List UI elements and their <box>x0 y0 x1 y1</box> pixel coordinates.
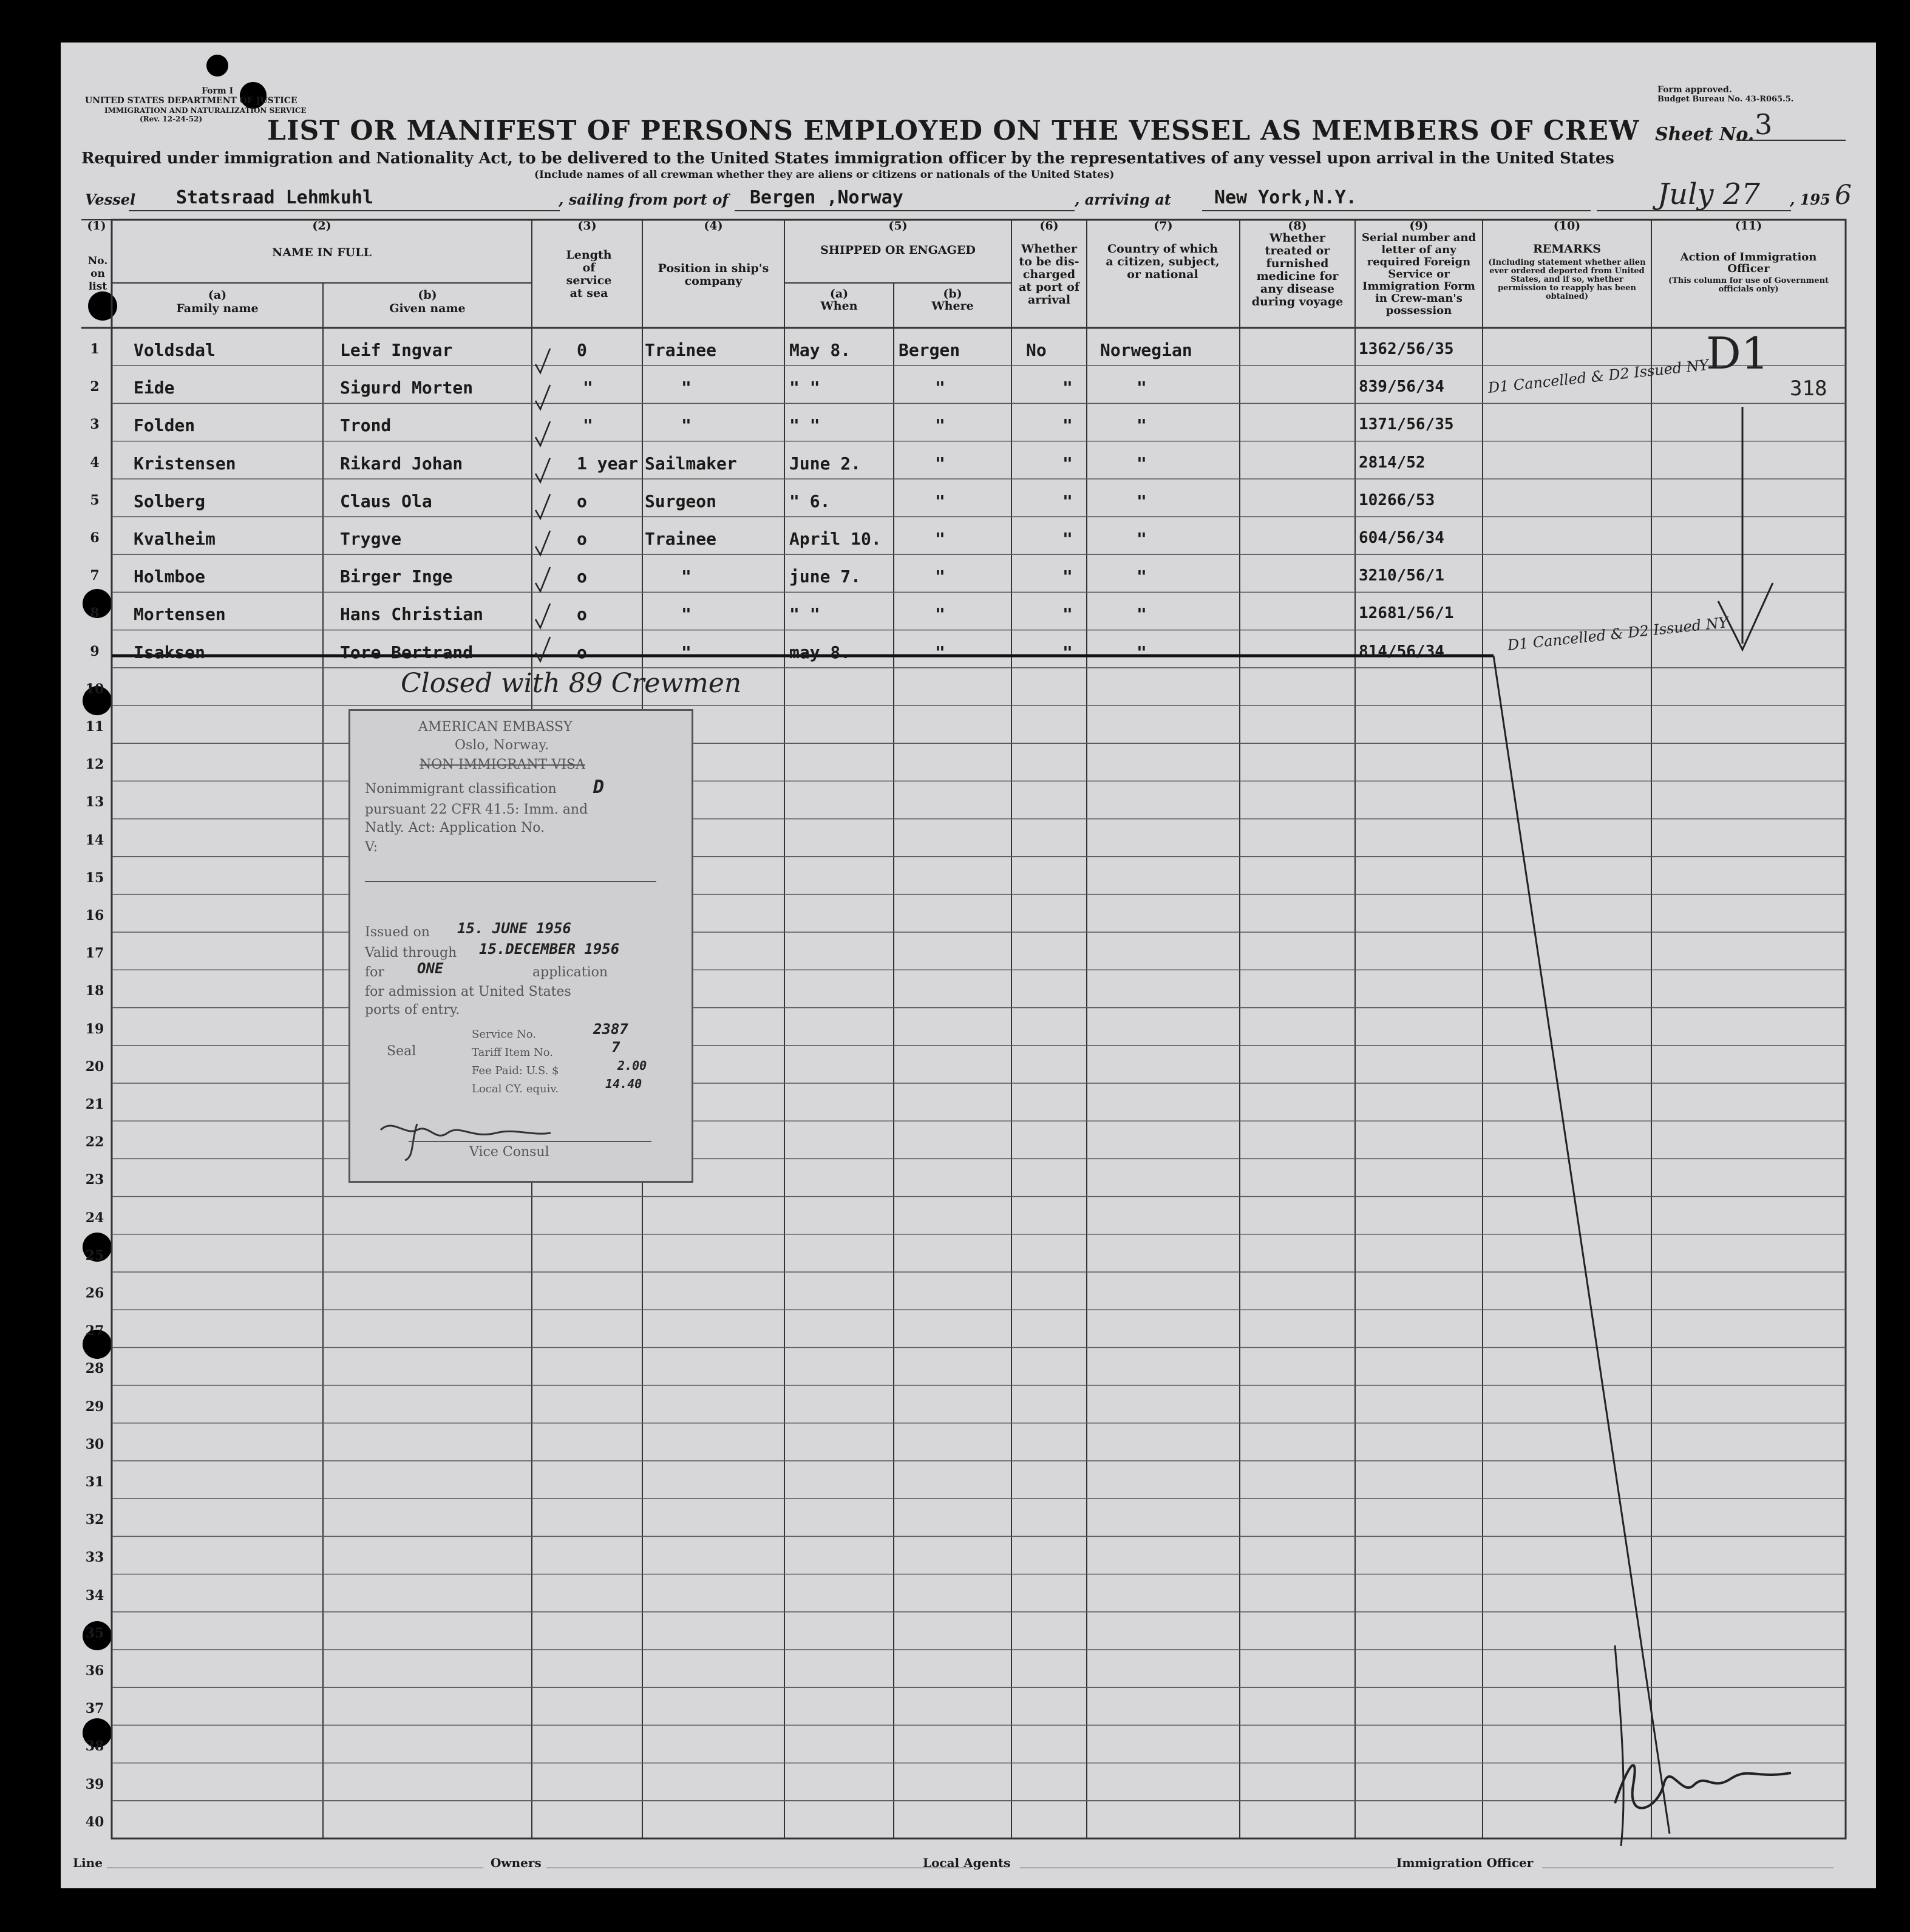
crew-discharge-cell: " <box>1062 491 1073 511</box>
col5a-num: (a) <box>829 287 849 301</box>
col1-label: No. on list <box>87 255 108 293</box>
col3-label: Length of service at sea <box>566 248 612 300</box>
crew-where-cell: " <box>935 642 945 662</box>
row-number: 10 <box>85 681 104 697</box>
arriving-label: , arriving at <box>1075 191 1171 208</box>
col8-label: Whether treated or furnished medicine for any disease during voyage <box>1251 231 1344 308</box>
row-number: 30 <box>85 1436 104 1452</box>
crew-discharge-cell: " <box>1062 604 1073 625</box>
row-number: 32 <box>85 1512 104 1528</box>
crew-family-cell: Voldsdal <box>134 340 216 360</box>
service: IMMIGRATION AND NATURALIZATION SERVICE <box>104 106 307 115</box>
col10-note: (Including statement whether alien ever ordered deported from United States, and if so, whether permission to reapply has been obtained) <box>1488 258 1646 301</box>
crew-serial-cell: 3210/56/1 <box>1359 566 1444 585</box>
crew-discharge-cell: " <box>1062 415 1073 436</box>
department: UNITED STATES DEPARTMENT OF JUSTICE <box>85 96 297 106</box>
crew-where-cell: " <box>935 415 945 436</box>
stamp-fee-value: 2.00 <box>617 1058 647 1073</box>
col4-num: (4) <box>704 219 723 233</box>
row-number: 35 <box>85 1625 104 1641</box>
col6-label: Whether to be dis-charged at port of arrival <box>1019 242 1079 307</box>
row-number: 12 <box>85 757 104 773</box>
stamp-issued-label: Issued on <box>365 925 430 940</box>
crew-serial-cell: 814/56/34 <box>1359 642 1444 661</box>
crew-discharge-cell: No <box>1026 340 1047 360</box>
row-number: 16 <box>85 908 104 923</box>
crew-when-cell: " " <box>789 378 820 398</box>
crew-length-cell: 0 <box>577 340 587 360</box>
stamp-city: Oslo, Norway. <box>455 738 549 753</box>
crew-family-cell: Holmboe <box>134 566 206 587</box>
stamp-local-value: 14.40 <box>605 1077 642 1091</box>
footer-line: Line <box>73 1855 103 1870</box>
col9-label: Serial number and letter of any required Foreign Service or Immigration Form in Crew-man's possession <box>1362 231 1476 317</box>
stamp-for-label: for <box>365 965 384 980</box>
crew-country-cell: " <box>1137 566 1147 587</box>
col2b-num: (b) <box>418 288 437 302</box>
row-number: 27 <box>85 1323 104 1339</box>
row-number: 11 <box>85 719 104 735</box>
row-number: 37 <box>85 1701 104 1717</box>
crew-position-cell: " <box>681 604 692 625</box>
col10-num: (10) <box>1553 219 1581 233</box>
vessel-name: Statsraad Lehmkuhl <box>176 187 374 208</box>
col9-num: (9) <box>1409 219 1429 233</box>
stamp-classification-value: D <box>593 777 605 798</box>
crew-position-cell: " <box>681 642 692 662</box>
subtitle: Required under immigration and Nationality Act, to be delivered to the United States immigration officer by the representatives of any vessel upon arrival in the United States <box>81 149 1614 168</box>
stamp-consul: Vice Consul <box>469 1145 549 1160</box>
crew-where-cell: " <box>935 378 945 398</box>
col11-note: (This column for use of Government officials only) <box>1668 276 1829 294</box>
crew-position-cell: Sailmaker <box>645 453 737 474</box>
stamp-application: Natly. Act: Application No. <box>365 820 545 835</box>
crew-length-cell: 1 year <box>577 453 639 474</box>
stamp-seal: Seal <box>387 1044 416 1059</box>
crew-when-cell: may 8. <box>789 642 851 662</box>
crew-where-cell: " <box>935 491 945 511</box>
col2a-label: Family name <box>176 302 259 315</box>
col7-label: Country of which a citizen, subject, or national <box>1106 242 1220 281</box>
form-number: Form I <box>202 86 234 96</box>
row-number: 14 <box>85 832 104 848</box>
col1-num: (1) <box>87 219 106 233</box>
col2-label: NAME IN FULL <box>272 246 372 259</box>
crew-discharge-cell: " <box>1062 453 1073 474</box>
stamp-issued-value: 15. JUNE 1956 <box>457 920 571 937</box>
crew-where-cell: " <box>935 453 945 474</box>
row-number: 1 <box>90 341 100 357</box>
crew-country-cell: " <box>1137 415 1147 436</box>
col7-num: (7) <box>1154 219 1173 233</box>
arrival-date: July 27 <box>1657 177 1760 211</box>
form-approved: Form approved. <box>1657 85 1732 95</box>
crew-serial-cell: 12681/56/1 <box>1359 604 1454 623</box>
row-number: 34 <box>85 1587 104 1604</box>
stamp-service-value: 2387 <box>593 1021 628 1038</box>
crew-given-cell: Leif Ingvar <box>340 340 453 360</box>
row-number: 39 <box>85 1776 104 1792</box>
stamp-embassy: AMERICAN EMBASSY <box>418 719 573 735</box>
row-number: 13 <box>85 794 104 811</box>
col2a-num: (a) <box>208 288 227 302</box>
crew-when-cell: june 7. <box>789 566 862 587</box>
crew-country-cell: " <box>1137 378 1147 398</box>
row-number: 6 <box>90 530 100 546</box>
sheet-label: Sheet No. <box>1655 124 1755 145</box>
row-number: 15 <box>85 869 104 886</box>
crew-country-cell: " <box>1137 604 1147 625</box>
crew-given-cell: Birger Inge <box>340 566 453 587</box>
row-number: 9 <box>90 643 100 659</box>
row-number: 28 <box>85 1361 104 1377</box>
crew-country-cell: " <box>1137 453 1147 474</box>
crew-where-cell: " <box>935 529 945 549</box>
crew-position-cell: " <box>681 378 692 398</box>
crew-where-cell: " <box>935 566 945 587</box>
crew-position-cell: Trainee <box>645 340 717 360</box>
row-number: 20 <box>85 1058 104 1075</box>
crew-discharge-cell: " <box>1062 566 1073 587</box>
col11-label: Action of Immigration Officer <box>1680 251 1817 275</box>
col5-num: (5) <box>888 219 908 233</box>
crew-country-cell: " <box>1137 529 1147 549</box>
crew-country-cell: Norwegian <box>1100 340 1192 360</box>
crew-length-cell: o <box>577 491 587 511</box>
row-number: 40 <box>85 1814 104 1830</box>
arrival-port: New York,N.Y. <box>1214 187 1357 208</box>
crew-where-cell: Bergen <box>899 340 960 360</box>
row-number: 8 <box>90 605 100 622</box>
crew-given-cell: Rikard Johan <box>340 453 463 474</box>
crew-given-cell: Sigurd Morten <box>340 378 474 398</box>
crew-when-cell: " 6. <box>789 491 831 511</box>
row-number: 25 <box>85 1247 104 1264</box>
closed-note: Closed with 89 Crewmen <box>401 668 742 699</box>
sailing-label: , sailing from port of <box>559 191 729 208</box>
crew-length-cell: o <box>577 529 587 549</box>
crew-serial-cell: 1362/56/35 <box>1359 340 1454 358</box>
crew-position-cell: Surgeon <box>645 491 717 511</box>
row-number: 36 <box>85 1663 104 1679</box>
row-number: 24 <box>85 1209 104 1226</box>
crew-discharge-cell: " <box>1062 642 1073 662</box>
budget-bureau: Budget Bureau No. 43-R065.5. <box>1657 95 1794 104</box>
col5-label: SHIPPED OR ENGAGED <box>820 243 976 257</box>
row-number: 33 <box>85 1549 104 1566</box>
vessel-label: Vessel <box>85 191 136 208</box>
crew-discharge-cell: " <box>1062 529 1073 549</box>
crew-position-cell: Trainee <box>645 529 717 549</box>
row-number: 21 <box>85 1097 104 1112</box>
row-number: 29 <box>85 1398 104 1415</box>
col8-num: (8) <box>1288 219 1307 233</box>
row-number: 17 <box>85 945 104 962</box>
year-prefix: , 195 <box>1790 191 1830 208</box>
row-number: 5 <box>90 492 100 508</box>
col2b-label: Given name <box>389 302 466 315</box>
crew-given-cell: Trond <box>340 415 392 436</box>
row-number: 38 <box>85 1738 104 1755</box>
crew-length-cell: o <box>577 642 587 662</box>
stamp-application-word: application <box>532 965 608 980</box>
crew-given-cell: Tore Bertrand <box>340 642 474 662</box>
stamp-valid-label: Valid through <box>365 945 457 961</box>
col5a-label: When <box>820 299 858 313</box>
stamp-tariff-label: Tariff Item No. <box>472 1046 553 1059</box>
crew-length-cell: " <box>583 415 593 436</box>
include-note: (Include names of all crewman whether they are aliens or citizens or nationals of the United States) <box>534 169 1115 181</box>
crew-when-cell: April 10. <box>789 529 882 549</box>
revision: (Rev. 12-24-52) <box>140 115 203 123</box>
crew-given-cell: Hans Christian <box>340 604 484 625</box>
remark-row9: D1 Cancelled & D2 Issued NY <box>1506 613 1729 655</box>
crew-family-cell: Eide <box>134 378 175 398</box>
crew-discharge-cell: " <box>1062 378 1073 398</box>
year-digit: 6 <box>1835 180 1852 211</box>
row-number: 18 <box>85 983 104 999</box>
crew-country-cell: " <box>1137 642 1147 662</box>
crew-length-cell: " <box>583 378 593 398</box>
footer-immigration-officer: Immigration Officer <box>1396 1855 1534 1870</box>
col11-num: (11) <box>1735 219 1762 233</box>
crew-country-cell: " <box>1137 491 1147 511</box>
stamp-ports: ports of entry. <box>365 1002 460 1018</box>
footer-local-agents: Local Agents <box>923 1855 1011 1870</box>
stamp-local-label: Local CY. equiv. <box>472 1083 559 1095</box>
crew-when-cell: " " <box>789 415 820 436</box>
crew-family-cell: Solberg <box>134 491 206 511</box>
crew-serial-cell: 839/56/34 <box>1359 378 1444 396</box>
port-of-departure: Bergen ,Norway <box>750 187 903 208</box>
crew-serial-cell: 2814/52 <box>1359 453 1426 472</box>
crew-family-cell: Mortensen <box>134 604 226 625</box>
visa-stamp <box>348 709 693 1183</box>
stamp-for-value: ONE <box>417 960 444 977</box>
row-number: 7 <box>90 568 100 584</box>
crew-position-cell: " <box>681 566 692 587</box>
crew-when-cell: June 2. <box>789 453 862 474</box>
crew-where-cell: " <box>935 604 945 625</box>
crew-serial-cell: 604/56/34 <box>1359 529 1444 547</box>
action-d1: D1 <box>1706 328 1769 379</box>
crew-serial-cell: 10266/53 <box>1359 491 1435 509</box>
col5b-label: Where <box>931 299 974 313</box>
crew-given-cell: Trygve <box>340 529 402 549</box>
crew-family-cell: Kristensen <box>134 453 236 474</box>
col2-num: (2) <box>312 219 331 233</box>
row-number: 2 <box>90 379 100 395</box>
row-number: 22 <box>85 1134 104 1151</box>
col3-num: (3) <box>577 219 597 233</box>
sheet-number: 3 <box>1755 108 1773 141</box>
crew-position-cell: " <box>681 415 692 436</box>
crew-length-cell: o <box>577 604 587 625</box>
crew-serial-cell: 1371/56/35 <box>1359 415 1454 434</box>
crew-family-cell: Kvalheim <box>134 529 216 549</box>
row-number: 3 <box>90 417 100 433</box>
stamp-fee-label: Fee Paid: U.S. $ <box>472 1064 559 1077</box>
stamp-v: V: <box>365 840 378 855</box>
crew-given-cell: Claus Ola <box>340 491 432 511</box>
stamp-visa-type: NON-IMMIGRANT VISA <box>420 757 585 772</box>
stamp-admission: for admission at United States <box>365 984 571 999</box>
table-grid <box>61 43 1876 1888</box>
row-number: 23 <box>85 1172 104 1188</box>
col4-label: Position in ship's company <box>658 262 769 288</box>
crew-family-cell: Folden <box>134 415 195 436</box>
page-title: LIST OR MANIFEST OF PERSONS EMPLOYED ON THE VESSEL AS MEMBERS OF CREW <box>267 115 1640 146</box>
crew-family-cell: Isaksen <box>134 642 206 662</box>
col10-label: REMARKS <box>1532 242 1602 256</box>
crew-when-cell: May 8. <box>789 340 851 360</box>
stamp-classification: Nonimmigrant classification <box>365 781 557 797</box>
crew-when-cell: " " <box>789 604 820 625</box>
row-number: 4 <box>90 454 100 471</box>
row-number: 26 <box>85 1285 104 1301</box>
row-number: 31 <box>85 1474 104 1490</box>
stamp-valid-value: 15.DECEMBER 1956 <box>479 940 620 957</box>
crew-length-cell: o <box>577 566 587 587</box>
row-number: 19 <box>85 1021 104 1037</box>
col5b-num: (b) <box>943 287 962 301</box>
manifest-sheet <box>61 43 1876 1888</box>
col6-num: (6) <box>1039 219 1059 233</box>
action-number: 318 <box>1790 376 1827 401</box>
stamp-pursuant: pursuant 22 CFR 41.5: Imm. and <box>365 802 588 817</box>
stamp-tariff-value: 7 <box>611 1039 620 1056</box>
stamp-service-label: Service No. <box>472 1028 536 1041</box>
remark-row2: D1 Cancelled & D2 Issued NY <box>1487 356 1710 397</box>
footer-owners: Owners <box>491 1855 542 1870</box>
